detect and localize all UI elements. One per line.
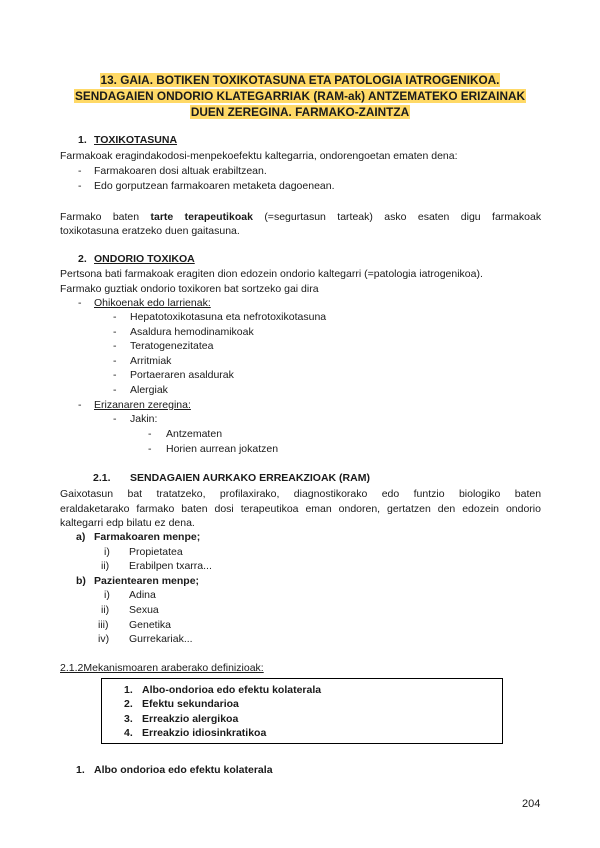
section21-heading: SENDAGAIEN AURKAKO ERREAKZIOAK (RAM) (130, 472, 370, 484)
next-heading: Albo ondorioa edo efektu kolaterala (94, 764, 273, 776)
group-a-label: Farmakoaren menpe; (94, 531, 201, 543)
section21-number: 2.1. (93, 472, 111, 484)
box-item: Erreakzio alergikoa (142, 713, 239, 725)
box-item: Efektu sekundarioa (142, 698, 239, 710)
jakin-item: Antzematen (166, 428, 223, 440)
ohiko-item: Alergiak (130, 384, 168, 396)
bullet-dash: - (78, 180, 82, 192)
section212-heading: 2.1.2Mekanismoaren araberako definizioak: (60, 662, 264, 674)
group-b-item: Sexua (129, 604, 159, 616)
box-number: 3. (124, 713, 133, 725)
jakin-label: Jakin: (130, 413, 158, 425)
bullet-dash: - (113, 340, 117, 352)
section1-bullet: Farmakoaren dosi altuak erabiltzean. (94, 165, 267, 177)
box-number: 2. (124, 698, 133, 710)
page-number: 204 (522, 798, 541, 810)
group-b-marker: b) (76, 575, 86, 587)
ohiko-item: Arritmiak (130, 355, 172, 367)
bullet-dash: - (113, 413, 117, 425)
title-line-1: 13. GAIA. BOTIKEN TOXIKOTASUNA ETA PATOLOGIA IATROGENIKOA. (100, 73, 500, 87)
section2-heading: ONDORIO TOXIKOA (94, 253, 195, 265)
group-a-item: Erabilpen txarra... (129, 560, 212, 572)
next-heading-number: 1. (76, 764, 85, 776)
roman-numeral: iii) (98, 619, 109, 631)
section21-paragraph-line3: kaltegarri edp bilatu ez dena. (60, 517, 195, 529)
section2-line1: Pertsona bati farmakoak eragiten dion edozein ondorio kaltegarri (=patologia iatrogenikoa). (60, 268, 483, 280)
section1-intro: Farmakoak eragindakodosi-menpekoefektu kaltegarria, ondorengoetan ematen dena: (60, 150, 458, 162)
roman-numeral: ii) (101, 604, 110, 616)
bullet-dash: - (113, 326, 117, 338)
bullet-dash: - (113, 384, 117, 396)
section21-paragraph-line1: Gaixotasun bat tratatzeko, profilaxirako, diagnostikorako edo funtzio biologiko baten (60, 488, 542, 500)
ohiko-item: Asaldura hemodinamikoak (130, 326, 254, 338)
bullet-dash: - (113, 369, 117, 381)
bullet-dash: - (113, 355, 117, 367)
group-b-item: Adina (129, 589, 156, 601)
section21-paragraph-line2: eraldaketarako farmako baten dosi terapeutikoa eman ondoren, gertatzen den edozein ondorio (60, 503, 541, 515)
bullet-dash: - (113, 311, 117, 323)
erizain-label: Erizanaren zeregina: (94, 399, 191, 411)
bullet-dash: - (78, 297, 82, 309)
ohiko-item: Portaeraren asaldurak (130, 369, 234, 381)
section2-number: 2. (78, 253, 87, 265)
box-item: Albo-ondorioa edo efektu kolaterala (142, 684, 322, 696)
title-line-3: DUEN ZEREGINA. FARMAKO-ZAINTZA (190, 105, 410, 119)
page-title (0, 72, 600, 120)
section1-paragraph-line1: Farmako baten tarte terapeutikoak (=segurtasun tarteak) asko esaten digu farmakoak (60, 211, 542, 223)
bullet-dash: - (148, 428, 152, 440)
roman-numeral: i) (104, 589, 110, 601)
section1-paragraph-line2: toxikotasuna eratzeko duen gaitasuna. (60, 225, 240, 237)
bullet-dash: - (78, 399, 82, 411)
group-a-marker: a) (76, 531, 86, 543)
ohiko-item: Teratogenezitatea (130, 340, 214, 352)
box-number: 4. (124, 727, 133, 739)
roman-numeral: iv) (98, 633, 110, 645)
group-b-label: Pazientearen menpe; (94, 575, 200, 587)
section2-line2: Farmako guztiak ondorio toxikoren bat sortzeko gai dira (60, 283, 319, 295)
title-line-2: SENDAGAIEN ONDORIO KLATEGARRIAK (RAM-ak) ANTZEMATEKO ERIZAINAK (74, 89, 526, 103)
bullet-dash: - (148, 443, 152, 455)
section1-heading: TOXIKOTASUNA (94, 134, 178, 146)
jakin-item: Horien aurrean jokatzen (166, 443, 279, 455)
group-a-item: Propietatea (129, 546, 183, 558)
ohiko-item: Hepatotoxikotasuna eta nefrotoxikotasuna (130, 311, 327, 323)
box-item: Erreakzio idiosinkratikoa (142, 727, 267, 739)
roman-numeral: i) (104, 546, 110, 558)
group-b-item: Gurrekariak... (129, 633, 193, 645)
box-number: 1. (124, 684, 133, 696)
section1-number: 1. (78, 134, 87, 146)
section1-bullet: Edo gorputzean farmakoaren metaketa dagoenean. (94, 180, 335, 192)
group-b-item: Genetika (129, 619, 172, 631)
bullet-dash: - (78, 165, 82, 177)
roman-numeral: ii) (101, 560, 110, 572)
ohiko-label: Ohikoenak edo larrienak: (94, 297, 211, 309)
